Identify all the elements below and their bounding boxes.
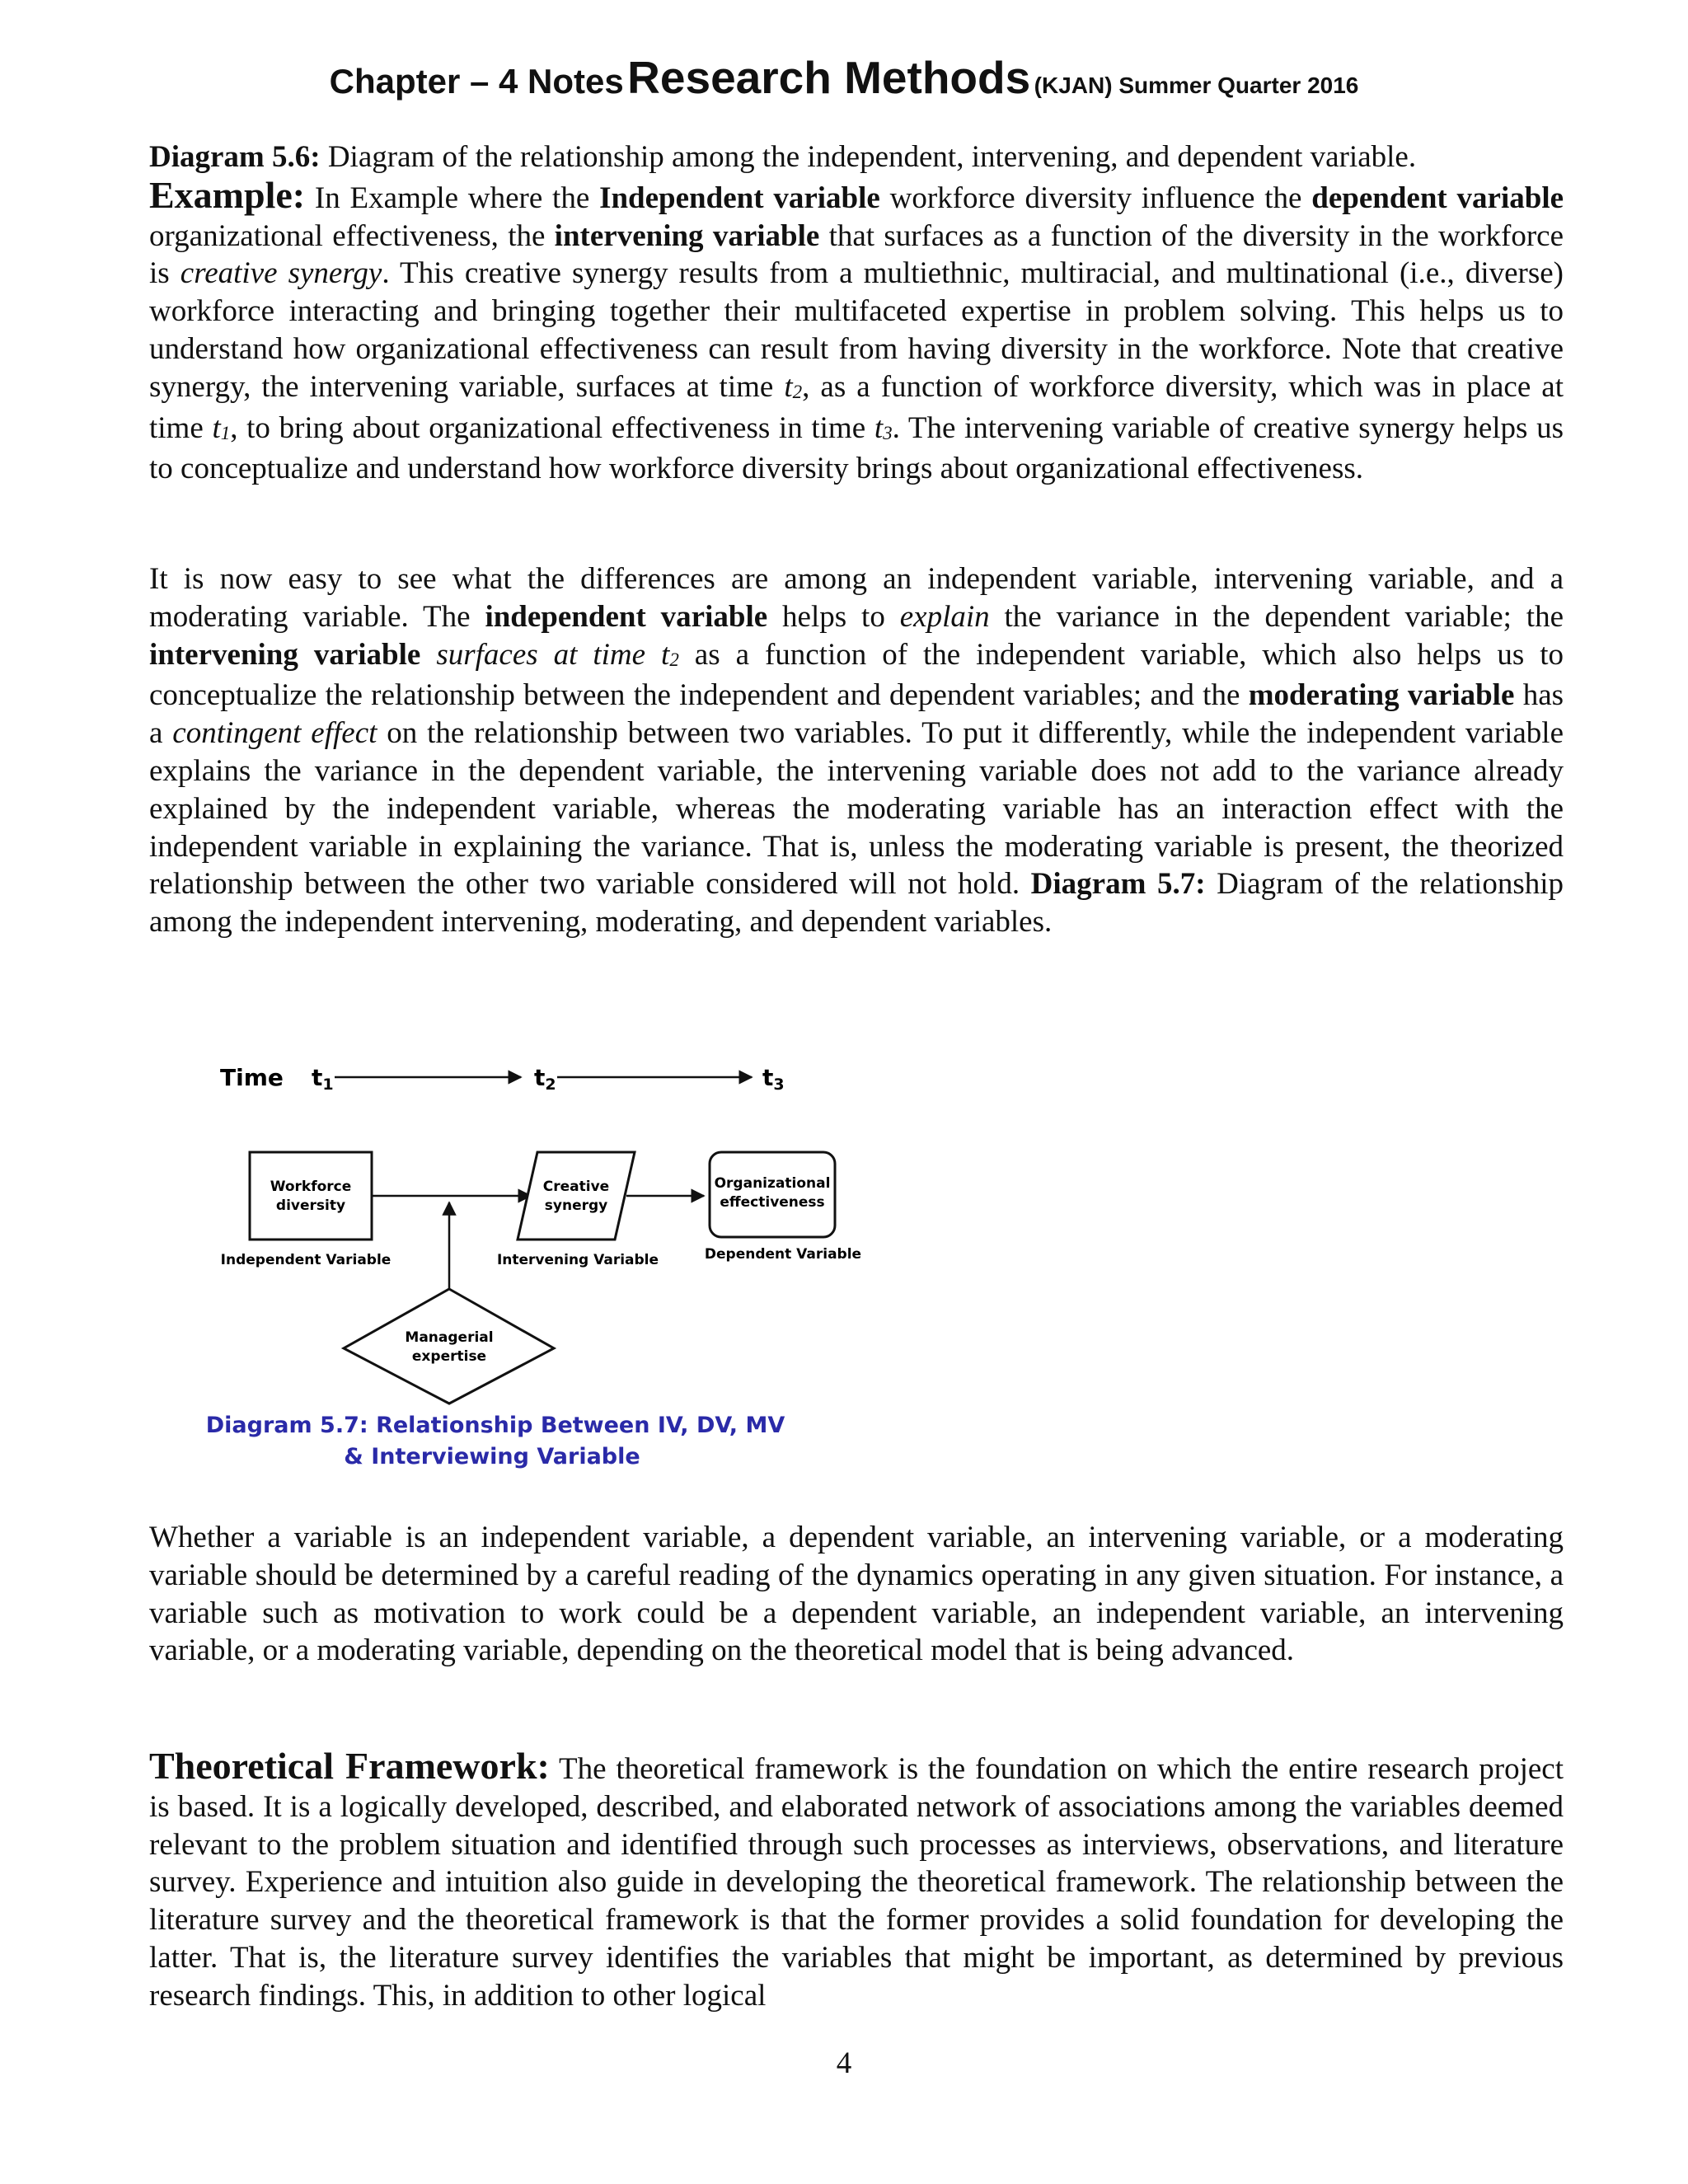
text-run: The theoretical framework is the foundation on which the entire research project is based. It is a logically developed, described, and elaborated network of associations among the variables deemed relevant to the problem situation and identified through such processes as interviews, observations, and literature survey. Experience and intuition also guide in developing the theoretical framework. The relationship between the literature survey and the theoretical framework is that the former provides a solid foundation for developing the latter. That is, the literature survey identifies the variables that might be important, as determined by previous research findings. This, in addition to other logical xyxy=(149,1752,1564,2013)
box2-line2: synergy xyxy=(544,1197,608,1214)
term-moderating: moderating variable xyxy=(1248,678,1515,713)
text-run: . The intervening variable of creative synergy helps us to conceptualize and understand how workforce diversity brings about organizational effectiveness. xyxy=(149,410,1564,486)
box2-line1: Creative xyxy=(542,1179,610,1195)
box1-line2: diversity xyxy=(275,1197,346,1214)
text-run: In Example where the xyxy=(314,180,590,215)
term-independent: Independent variable xyxy=(599,180,880,215)
t3-sub: 3 xyxy=(773,1076,785,1094)
term-intervening: intervening variable xyxy=(149,637,421,672)
text-run: on the relationship between two variables. To put it differently, while the independent variable explains the variance in the dependent variable, the intervening variable does not add to the variance already explained by the independent variable, whereas the moderating variable has an interaction effect with the independent variable in explaining the variance. That is, unless the moderating variable is present, the theorized relationship between the other two variable considered will not hold. xyxy=(149,716,1564,902)
text-run: workforce diversity influence the xyxy=(889,180,1302,215)
time-t2-sub: 2 xyxy=(792,381,803,402)
header-title: Research Methods xyxy=(627,52,1031,103)
diamond-line1: Managerial xyxy=(405,1329,494,1346)
paragraph-variable-types: Whether a variable is an independent variable, a dependent variable, an intervening variable, or a moderating variable should be determined by a careful reading of the dynamics operating in any given situation. For instance, a variable such as motivation to work could be a dependent variable, an independent variable, an intervening variable, or a moderating variable, depending on the theoretical model that is being advanced. xyxy=(149,1521,1564,1668)
text-run: , to bring about organizational effectiveness in time xyxy=(230,410,866,445)
term-surfaces: surfaces at time xyxy=(436,637,646,672)
text-run: It is now easy to see what the differences are among an independent variable, intervening variable, and a moderating variable. The xyxy=(149,562,1564,634)
time-t1: t xyxy=(212,410,221,445)
header-chapter: Chapter – 4 Notes xyxy=(329,62,624,101)
text-run: , as a function of workforce diversity, which was in place at time xyxy=(149,369,1564,445)
text-run: . This creative synergy results from a multiethnic, multiracial, and multinational (i.e., diverse) workforce interacting and bringing together their multifaceted expertise in problem solving. This helps us to understand how organizational effectiveness can result from having diversity in the workforce. Note that creative synergy, the intervening variable, surfaces at time xyxy=(149,256,1564,404)
term-dependent: dependent variable xyxy=(1311,180,1564,215)
time-t1-sub: 1 xyxy=(220,422,231,443)
label-dependent-variable: Dependent Variable xyxy=(704,1246,862,1263)
t1-text: t xyxy=(312,1064,323,1091)
time-t2-sub: 2 xyxy=(669,649,679,670)
term-explain: explain xyxy=(899,599,990,634)
diagram-5-6-label: Diagram 5.6: xyxy=(149,140,321,174)
term-creative-synergy: creative synergy xyxy=(180,256,382,291)
time-label: Time xyxy=(220,1064,284,1091)
independent-variable-box xyxy=(250,1152,372,1240)
theoretical-framework-heading: Theoretical Framework: xyxy=(149,1745,550,1787)
header-course: (KJAN) Summer Quarter 2016 xyxy=(1034,73,1359,98)
time-t2: t xyxy=(661,637,670,672)
term-contingent: contingent effect xyxy=(172,716,377,751)
text-run: has a xyxy=(149,678,1564,751)
time-t3: t xyxy=(874,410,884,445)
term-independent: independent variable xyxy=(485,599,768,634)
paragraph-theoretical-framework xyxy=(149,1747,1564,2015)
box3-line1: Organizational xyxy=(714,1175,831,1192)
time-t1-label xyxy=(312,1064,334,1094)
text-run: that surfaces as a function of the diversity in the workforce is xyxy=(149,218,1564,291)
diagram-caption-line2: & Interviewing Variable xyxy=(344,1444,640,1469)
time-t2: t xyxy=(784,369,793,404)
diagram-5-7-description: Diagram of the relationship among the independent intervening, moderating, and dependent variables. xyxy=(149,867,1564,940)
diamond-line2: expertise xyxy=(411,1348,487,1365)
example-label: Example: xyxy=(149,173,306,216)
text-run: organizational effectiveness, the xyxy=(149,218,546,253)
diagram-5-7-label: Diagram 5.7: xyxy=(1030,867,1206,902)
page-number: 4 xyxy=(836,2046,852,2080)
term-intervening: intervening variable xyxy=(554,218,820,253)
box1-line1: Workforce xyxy=(270,1179,352,1195)
time-t3-label xyxy=(762,1064,785,1094)
text-run: the variance in the dependent variable; the xyxy=(1004,599,1564,634)
moderating-variable-diamond xyxy=(344,1289,554,1404)
text-run: helps to xyxy=(782,599,885,634)
box3-line2: effectiveness xyxy=(720,1194,825,1211)
time-t3-sub: 3 xyxy=(883,422,893,443)
t3-text: t xyxy=(762,1064,774,1091)
t2-text: t xyxy=(534,1064,546,1091)
text-run: as a function of the independent variable, which also helps us to conceptualize the relationship between the independent and dependent variables; and the xyxy=(149,637,1564,713)
diagram-caption-line1: Diagram 5.7: Relationship Between IV, DV, MV xyxy=(205,1413,785,1438)
t2-sub: 2 xyxy=(545,1076,556,1094)
intervening-variable-box xyxy=(518,1152,635,1240)
label-intervening-variable: Intervening Variable xyxy=(496,1252,659,1268)
time-t2-label xyxy=(534,1064,556,1094)
diagram-5-6-caption: Diagram of the relationship among the independent, intervening, and dependent variable. xyxy=(327,140,1417,174)
label-independent-variable: Independent Variable xyxy=(220,1252,392,1268)
t1-sub: 1 xyxy=(322,1076,334,1094)
